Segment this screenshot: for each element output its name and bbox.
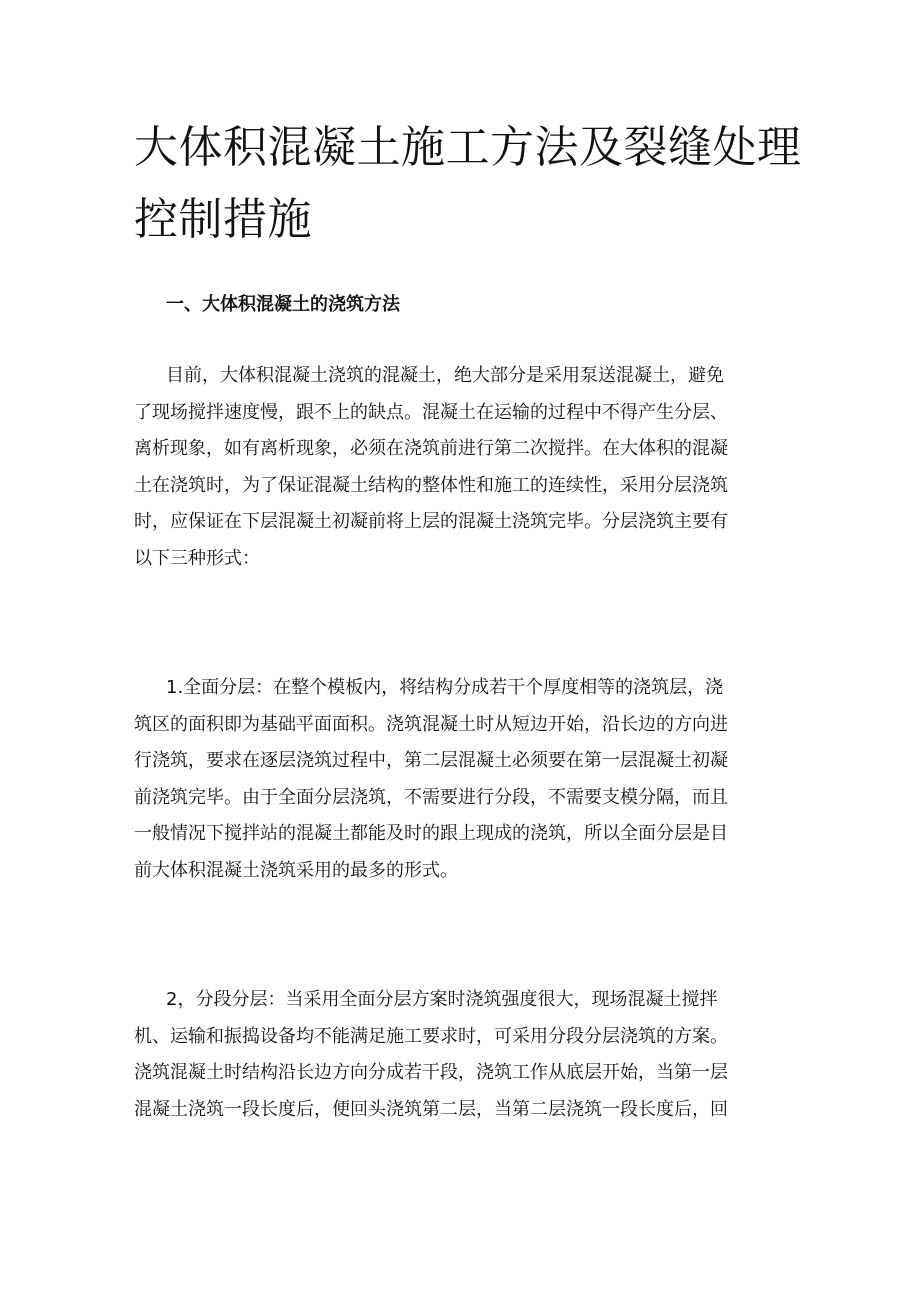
paragraph-full-layering: [134, 670, 794, 889]
paragraph-line: 一般情况下搅拌站的混凝土都能及时的跟上现成的浇筑，所以全面分层是目: [134, 823, 728, 844]
paragraph-line: 机、运输和振捣设备均不能满足施工要求时，可采用分段分层浇筑的方案。: [134, 1025, 728, 1047]
paragraph-line: 离析现象，如有离析现象，必须在浇筑前进行第二次搅拌。在大体积的混凝: [134, 438, 728, 459]
paragraph-line: 1.全面分层：在整个模板内，将结构分成若干个厚度相等的浇筑层，浇: [166, 677, 724, 698]
document-title: [134, 112, 804, 256]
paragraph-line: 2，分段分层：当采用全面分层方案时浇筑强度很大，现场混凝土搅拌: [166, 989, 718, 1010]
title-line: 控制措施: [134, 194, 312, 245]
paragraph-line: 前浇筑完毕。由于全面分层浇筑，不需要进行分段，不需要支模分隔，而且: [134, 786, 728, 808]
paragraph-line: 以下三种形式：: [134, 547, 260, 569]
paragraph-line: 筑区的面积即为基础平面面积。浇筑混凝土时从短边开始，沿长边的方向进: [134, 713, 728, 735]
paragraph-line: 时，应保证在下层混凝土初凝前将上层的混凝土浇筑完毕。分层浇筑主要有: [134, 511, 728, 532]
paragraph-line: 浇筑混凝土时结构沿长边方向分成若干段，浇筑工作从底层开始，当第一层: [134, 1062, 728, 1083]
paragraph-line: 混凝土浇筑一段长度后，便回头浇筑第二层，当第二层浇筑一段长度后，回: [134, 1098, 728, 1120]
section-heading: 一、大体积混凝土的浇筑方法: [166, 294, 400, 315]
paragraph-line: 前大体积混凝土浇筑采用的最多的形式。: [134, 859, 458, 881]
paragraph-line: 目前，大体积混凝土浇筑的混凝土，绝大部分是采用泵送混凝土，避免: [166, 365, 724, 386]
paragraph-intro: [134, 358, 794, 577]
paragraph-line: 了现场搅拌速度慢，跟不上的缺点。混凝土在运输的过程中不得产生分层、: [134, 401, 728, 423]
paragraph-line: 行浇筑，要求在逐层浇筑过程中，第二层混凝土必须要在第一层混凝土初凝: [134, 750, 728, 771]
title-line: 大体积混凝土施工方法及裂缝处理: [134, 122, 802, 173]
paragraph-line: 土在浇筑时，为了保证混凝土结构的整体性和施工的连续性，采用分层浇筑: [134, 474, 728, 496]
paragraph-segment-layering: [134, 982, 794, 1128]
